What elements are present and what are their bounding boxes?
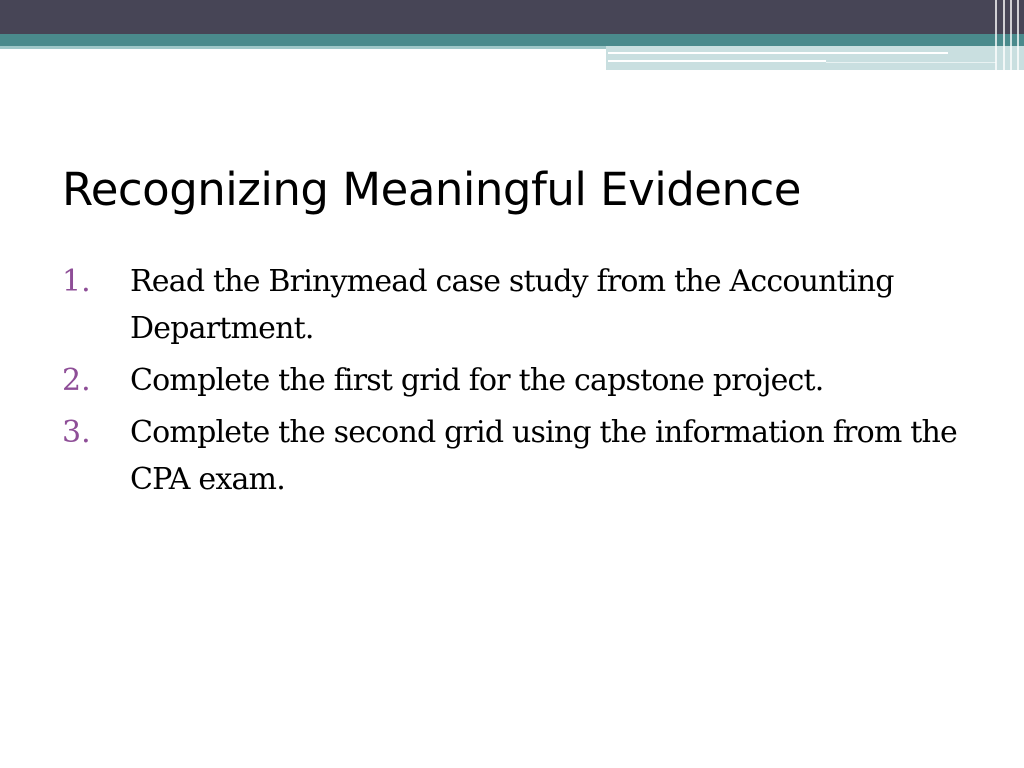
header-light-block (606, 46, 1024, 70)
list-item (62, 357, 1002, 404)
header-accent-line (608, 60, 826, 62)
numbered-list (62, 258, 1002, 508)
list-item-number: 3. (62, 415, 91, 450)
list-item-text: Read the Brinymead case study from the Accounting Department. (130, 264, 894, 346)
list-item-number: 2. (62, 363, 91, 398)
header-accent-line (608, 52, 948, 54)
header-stripe (995, 0, 997, 70)
header-dark-band (0, 0, 1024, 34)
header-teal-band (0, 34, 1024, 46)
header-stripe (1003, 0, 1005, 70)
header-light-line (0, 46, 606, 49)
list-item-text: Complete the second grid using the information from the CPA exam. (130, 415, 957, 497)
header-accent-line (826, 62, 996, 63)
list-item (62, 409, 1002, 503)
slide-title: Recognizing Meaningful Evidence (62, 163, 801, 216)
list-item-number: 1. (62, 264, 91, 299)
header-stripe (1017, 0, 1019, 70)
list-item-text: Complete the first grid for the capstone project. (130, 363, 824, 398)
list-item (62, 258, 1002, 352)
header-stripe (1010, 0, 1012, 70)
